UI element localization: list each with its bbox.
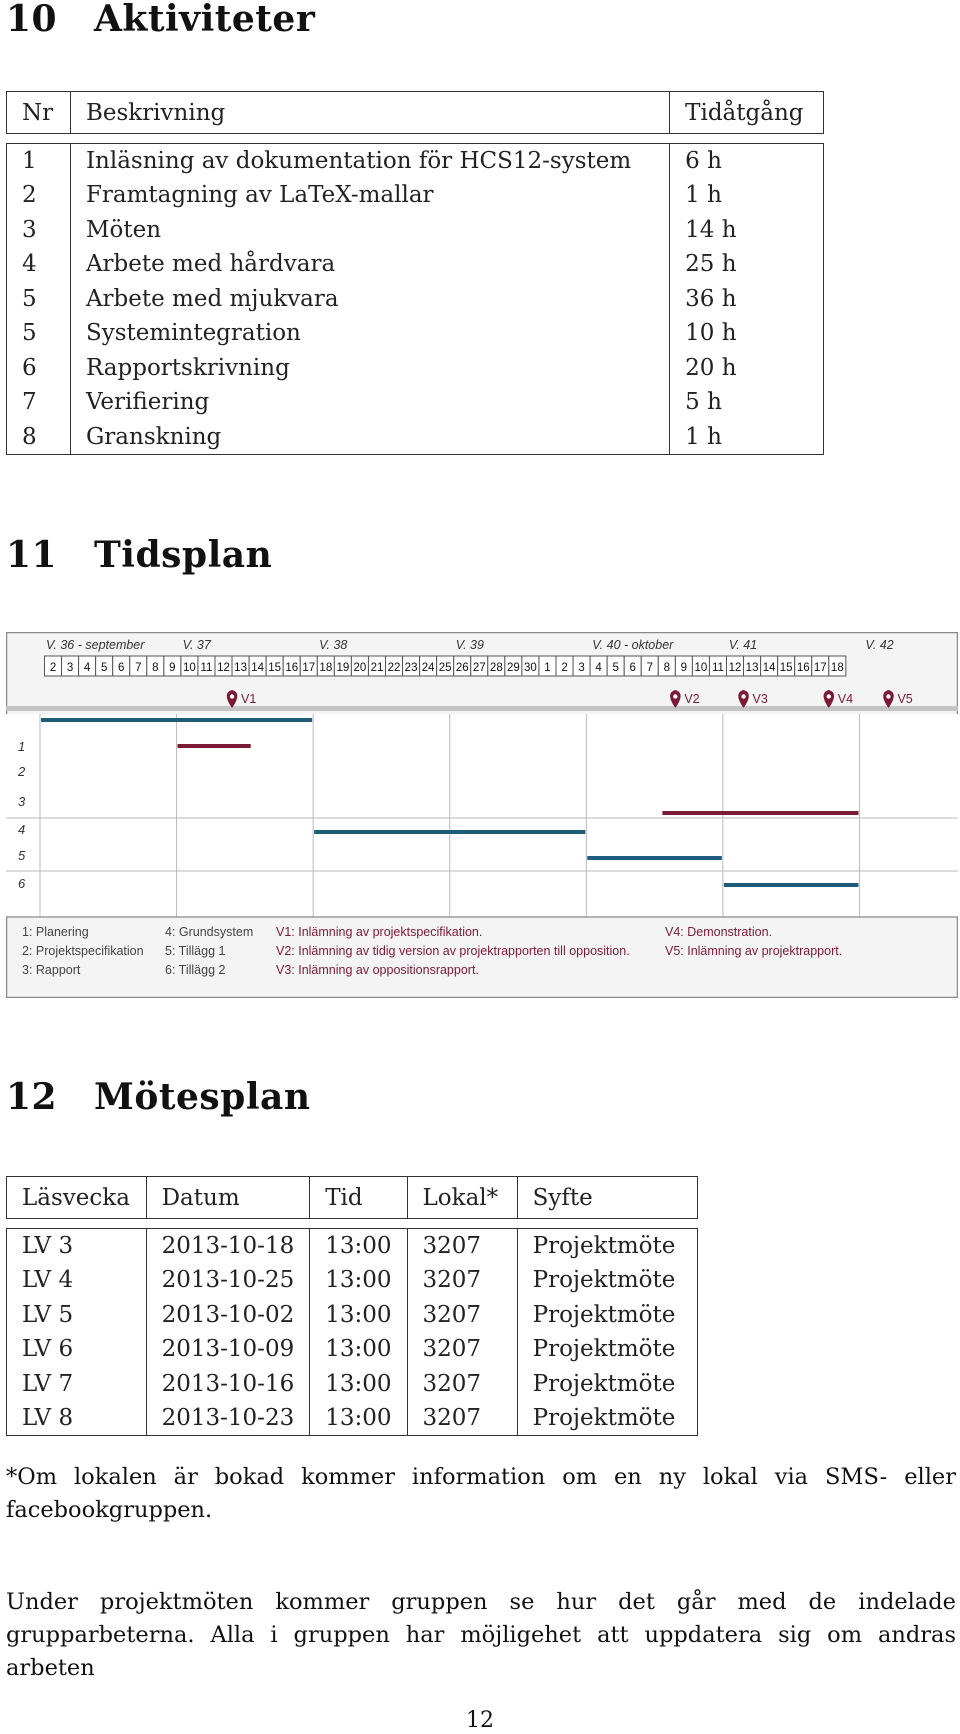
meetings-header-row [7, 1177, 698, 1219]
meetings-cell: 13:00 [310, 1229, 407, 1264]
meetings-row [7, 1367, 698, 1402]
day-label: 6 [629, 662, 636, 674]
gantt-bar [178, 744, 251, 748]
day-label: 4 [83, 662, 91, 674]
row-label: 6 [18, 876, 26, 891]
activities-cell: 14 h [670, 213, 824, 248]
page-number: 12 [466, 1708, 494, 1733]
day-label: 2 [49, 662, 57, 674]
meetings-cell: Projektmöte [517, 1332, 697, 1367]
week-label: V. 39 [455, 638, 484, 652]
gantt-bar [662, 811, 858, 815]
day-label: 11 [711, 662, 724, 674]
activities-cell: 1 h [670, 178, 824, 213]
meetings-cell: 2013-10-16 [146, 1367, 310, 1402]
day-label: 13 [745, 662, 759, 674]
meetings-cell: 3207 [407, 1263, 517, 1298]
activities-row [7, 144, 824, 179]
activities-cell: 5 [7, 316, 71, 351]
row-label: 5 [18, 848, 26, 863]
meetings-cell: 2013-10-25 [146, 1263, 310, 1298]
meetings-cell: 3207 [407, 1229, 517, 1264]
day-label: 26 [455, 662, 469, 674]
activities-row [7, 385, 824, 420]
legend-item: V5: Inlämning av projektrapport. [665, 944, 843, 958]
gantt-bar [314, 830, 585, 834]
activities-header-cell: Tidåtgång [670, 92, 824, 134]
meetings-header-cell: Läsvecka [7, 1177, 147, 1219]
legend-item: 6: Tillägg 2 [165, 963, 226, 977]
section-number: 11 [6, 534, 58, 576]
meetings-cell: 2013-10-09 [146, 1332, 310, 1367]
day-label: 6 [118, 662, 125, 674]
day-label: 2 [561, 662, 568, 674]
meetings-cell: Projektmöte [517, 1229, 697, 1264]
day-label: 9 [680, 662, 688, 674]
day-label: 18 [319, 662, 333, 674]
day-label: 17 [302, 662, 316, 674]
meetings-cell: 13:00 [310, 1263, 407, 1298]
activities-cell: 7 [7, 385, 71, 420]
meetings-cell: 3207 [407, 1298, 517, 1333]
day-label: 16 [796, 662, 810, 674]
activities-table [6, 91, 824, 455]
activities-row [7, 316, 824, 351]
activities-cell: 4 [7, 247, 71, 282]
row-label: 2 [18, 764, 26, 779]
legend-item: V4: Demonstration. [665, 925, 772, 939]
meetings-row [7, 1401, 698, 1436]
activities-cell: 36 h [670, 282, 824, 317]
timeline-bar [6, 706, 958, 711]
day-label: 8 [152, 662, 159, 674]
meetings-cell: LV 3 [7, 1229, 147, 1264]
footnote: *Om lokalen är bokad kommer information om en ny lokal via SMS- eller facebookgruppen. [6, 1464, 956, 1523]
week-label: V. 38 [319, 638, 348, 652]
milestone-pin-dot [741, 694, 745, 698]
meetings-cell: 3207 [407, 1401, 517, 1436]
meetings-cell: 13:00 [310, 1298, 407, 1333]
day-label: 28 [489, 662, 503, 674]
row-label: 4 [18, 822, 26, 837]
activities-cell: Granskning [70, 420, 669, 455]
legend-item: 1: Planering [22, 925, 89, 939]
activities-cell: 5 h [670, 385, 824, 420]
activities-cell: Arbete med hårdvara [70, 247, 669, 282]
activities-cell: 1 h [670, 420, 824, 455]
section-number: 12 [6, 1076, 58, 1118]
day-label: 3 [578, 662, 585, 674]
activities-cell: 2 [7, 178, 71, 213]
milestone-label: V1 [241, 692, 257, 706]
milestone-label: V4 [837, 692, 854, 706]
meetings-cell: LV 7 [7, 1367, 147, 1402]
section-heading-schedule [6, 534, 272, 576]
meetings-cell: 13:00 [310, 1332, 407, 1367]
legend-item: 2: Projektspecifikation [22, 944, 144, 958]
meetings-cell: 2013-10-23 [146, 1401, 310, 1436]
week-label: V. 36 - september [46, 638, 145, 652]
activities-cell: 6 h [670, 144, 824, 179]
day-label: 5 [612, 662, 619, 674]
section-title: Aktiviteter [94, 0, 316, 40]
day-label: 17 [813, 662, 827, 674]
day-label: 12 [217, 662, 230, 674]
activities-cell: Möten [70, 213, 669, 248]
row-label: 3 [18, 794, 26, 809]
day-label: 3 [66, 662, 74, 674]
day-label: 23 [404, 662, 418, 674]
meetings-cell: LV 6 [7, 1332, 147, 1367]
day-label: 8 [663, 662, 671, 674]
meetings-cell: Projektmöte [517, 1263, 697, 1298]
day-label: 27 [472, 662, 486, 674]
day-label: 7 [646, 662, 653, 674]
day-label: 14 [251, 662, 265, 674]
meetings-row [7, 1298, 698, 1333]
day-label: 10 [183, 662, 196, 674]
meetings-row [7, 1229, 698, 1264]
activities-header-cell: Beskrivning [70, 92, 669, 134]
day-label: 19 [336, 662, 350, 674]
activities-cell: Inläsning av dokumentation för HCS12-system [70, 144, 669, 179]
meetings-cell: LV 5 [7, 1298, 147, 1333]
milestone-pin-dot [673, 694, 677, 698]
day-label: 30 [524, 662, 537, 674]
activities-row [7, 178, 824, 213]
milestone-pin-dot [886, 694, 890, 698]
legend-item: 5: Tillägg 1 [165, 944, 226, 958]
activities-cell: Framtagning av LaTeX-mallar [70, 178, 669, 213]
week-label: V. 40 - oktober [592, 638, 674, 652]
meetings-header-cell: Syfte [517, 1177, 697, 1219]
day-label: 15 [779, 662, 793, 674]
activities-cell: Rapportskrivning [70, 351, 669, 386]
section-title: Mötesplan [94, 1076, 311, 1118]
gantt-bar [587, 856, 722, 860]
meetings-cell: Projektmöte [517, 1401, 697, 1436]
meetings-cell: LV 8 [7, 1401, 147, 1436]
day-label: 29 [506, 662, 520, 674]
meetings-cell: 3207 [407, 1332, 517, 1367]
activities-row [7, 351, 824, 386]
day-label: 15 [268, 662, 282, 674]
meetings-cell: 3207 [407, 1367, 517, 1402]
activities-row [7, 213, 824, 248]
activities-row [7, 247, 824, 282]
day-label: 24 [421, 662, 435, 674]
day-label: 7 [135, 662, 142, 674]
meetings-table [6, 1176, 698, 1436]
meetings-row [7, 1332, 698, 1367]
meetings-header-cell: Tid [310, 1177, 407, 1219]
legend-item: V1: Inlämning av projektspecifikation. [276, 925, 483, 939]
week-label: V. 37 [182, 638, 211, 652]
activities-row [7, 420, 824, 455]
activities-cell: 8 [7, 420, 71, 455]
legend-item: V3: Inlämning av oppositionsrapport. [276, 963, 479, 977]
day-label: 20 [353, 662, 367, 674]
section-heading-meetings [6, 1076, 311, 1118]
activities-header-row [7, 92, 824, 134]
day-label: 4 [595, 662, 602, 674]
activities-cell: 25 h [670, 247, 824, 282]
milestone-pin-dot [827, 694, 831, 698]
meetings-cell: Projektmöte [517, 1298, 697, 1333]
activities-header-cell: Nr [7, 92, 71, 134]
milestone-label: V2 [684, 692, 700, 706]
gantt-bar [724, 883, 859, 887]
day-label: 12 [728, 662, 742, 674]
body-paragraph: Under projektmöten kommer gruppen se hur det går med de indelade grupparbeterna. Alla i gruppen har möjligehet att uppdatera sig om andras arbeten [6, 1589, 956, 1681]
legend-item: 3: Rapport [22, 963, 81, 977]
milestone-pin-dot [230, 694, 234, 698]
milestone-label: V5 [897, 692, 913, 706]
day-label: 1 [544, 662, 551, 674]
day-label: 22 [387, 662, 401, 674]
meetings-cell: 2013-10-02 [146, 1298, 310, 1333]
activities-cell: Verifiering [70, 385, 669, 420]
meetings-cell: 13:00 [310, 1367, 407, 1402]
activities-row [7, 282, 824, 317]
meetings-cell: Projektmöte [517, 1367, 697, 1402]
week-label: V. 42 [865, 638, 894, 652]
activities-cell: Arbete med mjukvara [70, 282, 669, 317]
meetings-row [7, 1263, 698, 1298]
day-label: 16 [285, 662, 299, 674]
day-label: 11 [200, 662, 213, 674]
activities-cell: 10 h [670, 316, 824, 351]
day-label: 9 [169, 662, 176, 674]
day-label: 25 [438, 662, 452, 674]
section-heading-activities [6, 0, 315, 40]
meetings-header-cell: Datum [146, 1177, 310, 1219]
legend-item: V2: Inlämning av tidig version av projektrapporten till opposition. [276, 944, 630, 958]
activities-cell: 20 h [670, 351, 824, 386]
milestone-label: V3 [752, 692, 768, 706]
day-label: 13 [234, 662, 247, 674]
activities-cell: 3 [7, 213, 71, 248]
activities-cell: 6 [7, 351, 71, 386]
gantt-bar [41, 718, 312, 722]
meetings-header-cell: Lokal* [407, 1177, 517, 1219]
day-label: 21 [370, 662, 384, 674]
day-label: 14 [762, 662, 776, 674]
section-number: 10 [6, 0, 58, 40]
row-label: 1 [18, 739, 26, 754]
day-label: 10 [694, 662, 708, 674]
week-label: V. 41 [728, 638, 758, 652]
activities-cell: 5 [7, 282, 71, 317]
section-title: Tidsplan [94, 534, 273, 576]
meetings-cell: 13:00 [310, 1401, 407, 1436]
meetings-cell: LV 4 [7, 1263, 147, 1298]
day-label: 5 [100, 662, 108, 674]
activities-cell: Systemintegration [70, 316, 669, 351]
gantt-chart [6, 632, 958, 998]
activities-cell: 1 [7, 144, 71, 179]
legend-item: 4: Grundsystem [165, 925, 254, 939]
meetings-cell: 2013-10-18 [146, 1229, 310, 1264]
day-label: 18 [830, 662, 844, 674]
